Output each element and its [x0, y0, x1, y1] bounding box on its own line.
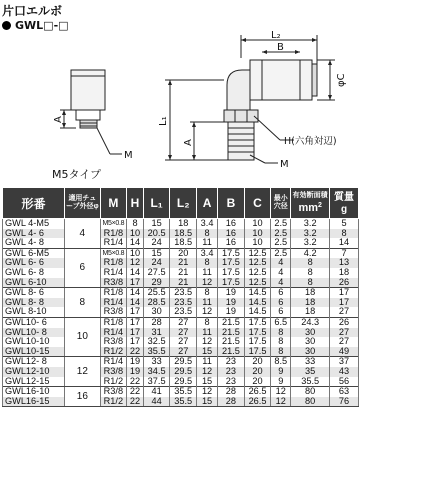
cell-mass: 26 — [330, 317, 359, 327]
cell-thread: M5×0.8 — [100, 248, 127, 258]
cell-model: GWL 4- 8 — [3, 238, 65, 248]
table-row — [3, 397, 359, 407]
cell-mass: 56 — [330, 377, 359, 387]
cell-thread: R1/4 — [100, 328, 127, 338]
cell-model: GWL10- 6 — [3, 317, 65, 327]
cell-h: 10 — [127, 229, 144, 239]
cell-b: 28 — [218, 397, 245, 407]
cell-effective-area: 30 — [291, 328, 330, 338]
table-row — [3, 347, 359, 357]
cell-thread: R1/2 — [100, 347, 127, 357]
cell-effective-area: 33 — [291, 357, 330, 367]
label-m-right: M — [280, 159, 289, 170]
cell-c: 17.5 — [244, 317, 271, 327]
cell-h: 22 — [127, 377, 144, 387]
cell-model: GWL16-15 — [3, 397, 65, 407]
cell-l2: 29.5 — [170, 367, 197, 377]
cell-h: 14 — [127, 238, 144, 248]
header-mass-label: 質量 — [334, 191, 355, 203]
cell-effective-area: 24.3 — [291, 317, 330, 327]
cell-l2: 27 — [170, 337, 197, 347]
cell-a: 12 — [197, 337, 218, 347]
cell-model: GWL 6- 6 — [3, 258, 65, 268]
cell-min-bore: 6.5 — [271, 317, 291, 327]
cell-thread: R3/8 — [100, 278, 127, 288]
cell-tube-od: 16 — [65, 387, 100, 407]
cell-mass: 5 — [330, 219, 359, 229]
cell-l1: 41 — [143, 387, 170, 397]
cell-b: 16 — [218, 219, 245, 229]
table-row — [3, 377, 359, 387]
cell-min-bore: 2.5 — [271, 219, 291, 229]
cell-l1: 24 — [143, 258, 170, 268]
cell-effective-area: 3.2 — [291, 238, 330, 248]
cell-h: 22 — [127, 397, 144, 407]
cell-mass: 14 — [330, 238, 359, 248]
cell-min-bore: 2.5 — [271, 229, 291, 239]
cell-min-bore: 6 — [271, 298, 291, 308]
header-area-unit-wrap — [291, 200, 329, 214]
cell-l1: 35.5 — [143, 347, 170, 357]
cell-mass: 17 — [330, 298, 359, 308]
cell-min-bore: 6 — [271, 307, 291, 317]
cell-min-bore: 9 — [271, 367, 291, 377]
header-l2: L₂ — [170, 188, 197, 219]
cell-min-bore: 12 — [271, 397, 291, 407]
cell-c: 20 — [244, 377, 271, 387]
cell-thread: R3/8 — [100, 307, 127, 317]
cell-h: 19 — [127, 357, 144, 367]
cell-min-bore: 2.5 — [271, 238, 291, 248]
label-b: B — [277, 42, 284, 53]
cell-l2: 23.5 — [170, 288, 197, 298]
cell-l1: 30 — [143, 307, 170, 317]
cell-l2: 18.5 — [170, 238, 197, 248]
cell-thread: R1/8 — [100, 229, 127, 239]
cell-a: 11 — [197, 357, 218, 367]
cell-effective-area: 3.2 — [291, 229, 330, 239]
cell-b: 21.5 — [218, 347, 245, 357]
cell-model: GWL10- 8 — [3, 328, 65, 338]
cell-thread: R3/8 — [100, 337, 127, 347]
header-model: 形番 — [3, 188, 65, 219]
cell-b: 17.5 — [218, 278, 245, 288]
header-mass — [330, 188, 359, 219]
cell-l1: 15 — [143, 248, 170, 258]
header-c: C — [244, 188, 271, 219]
cell-c: 20 — [244, 357, 271, 367]
cell-l2: 21 — [170, 258, 197, 268]
cell-mass: 26 — [330, 278, 359, 288]
cell-l1: 15 — [143, 219, 170, 229]
cell-effective-area: 3.2 — [291, 219, 330, 229]
cell-model: GWL10-15 — [3, 347, 65, 357]
cell-l1: 37.5 — [143, 377, 170, 387]
cell-h: 12 — [127, 258, 144, 268]
cell-b: 21.5 — [218, 337, 245, 347]
cell-min-bore: 4 — [271, 278, 291, 288]
cell-model: GWL 8- 6 — [3, 288, 65, 298]
m5-type-caption: M5タイプ — [52, 168, 101, 181]
header-area-label: 有効断面積 — [292, 192, 328, 199]
cell-mass: 76 — [330, 397, 359, 407]
cell-l1: 32.5 — [143, 337, 170, 347]
cell-model: GWL 4-M5 — [3, 219, 65, 229]
cell-l2: 23.5 — [170, 298, 197, 308]
cell-c: 20 — [244, 367, 271, 377]
label-l2: L₂ — [271, 30, 281, 41]
cell-c: 14.5 — [244, 298, 271, 308]
cell-l2: 35.5 — [170, 387, 197, 397]
cell-mass: 7 — [330, 248, 359, 258]
cell-model: GWL 8-10 — [3, 307, 65, 317]
cell-tube-od: 8 — [65, 288, 100, 318]
cell-thread: R1/4 — [100, 268, 127, 278]
label-h-hex: H(六角対辺) — [284, 136, 337, 147]
cell-l2: 27 — [170, 317, 197, 327]
cell-h: 14 — [127, 298, 144, 308]
cell-h: 22 — [127, 387, 144, 397]
cell-mass: 8 — [330, 229, 359, 239]
cell-model: GWL10-10 — [3, 337, 65, 347]
cell-l1: 29 — [143, 278, 170, 288]
bullet-icon — [2, 21, 11, 30]
cell-c: 17.5 — [244, 347, 271, 357]
cell-a: 15 — [197, 377, 218, 387]
cell-effective-area: 30 — [291, 347, 330, 357]
cell-l1: 31 — [143, 328, 170, 338]
label-l1: L₁ — [158, 116, 169, 126]
cell-min-bore: 2.5 — [271, 248, 291, 258]
table-row — [3, 278, 359, 288]
cell-b: 19 — [218, 307, 245, 317]
cell-effective-area: 35.5 — [291, 377, 330, 387]
cell-a: 11 — [197, 298, 218, 308]
cell-c: 12.5 — [244, 248, 271, 258]
cell-model: GWL 8- 8 — [3, 298, 65, 308]
header-mass-unit: g — [340, 203, 348, 215]
cell-model: GWL 6-M5 — [3, 248, 65, 258]
cell-c: 14.5 — [244, 307, 271, 317]
cell-thread: M5×0.8 — [100, 219, 127, 229]
cell-c: 12.5 — [244, 278, 271, 288]
cell-l1: 20.5 — [143, 229, 170, 239]
cell-b: 17.5 — [218, 258, 245, 268]
cell-a: 3.4 — [197, 219, 218, 229]
cell-effective-area: 8 — [291, 278, 330, 288]
cell-mass: 27 — [330, 307, 359, 317]
cell-effective-area: 18 — [291, 288, 330, 298]
header-l1: L₁ — [143, 188, 170, 219]
cell-a: 12 — [197, 367, 218, 377]
cell-h: 17 — [127, 307, 144, 317]
cell-b: 23 — [218, 377, 245, 387]
spec-table-body — [3, 219, 359, 407]
cell-a: 15 — [197, 347, 218, 357]
cell-c: 17.5 — [244, 328, 271, 338]
cell-c: 10 — [244, 238, 271, 248]
cell-h: 22 — [127, 347, 144, 357]
cell-b: 19 — [218, 288, 245, 298]
cell-thread: R1/8 — [100, 258, 127, 268]
cell-b: 16 — [218, 238, 245, 248]
cell-mass: 13 — [330, 258, 359, 268]
cell-a: 8 — [197, 288, 218, 298]
cell-min-bore: 8.5 — [271, 357, 291, 367]
cell-a: 8 — [197, 258, 218, 268]
cell-model: GWL 4- 6 — [3, 229, 65, 239]
cell-thread: R1/2 — [100, 397, 127, 407]
header-min-bore: 最小穴径 — [271, 188, 291, 219]
label-a-left: A — [53, 116, 64, 123]
cell-model: GWL12-15 — [3, 377, 65, 387]
cell-a: 11 — [197, 268, 218, 278]
cell-h: 17 — [127, 278, 144, 288]
cell-effective-area: 18 — [291, 307, 330, 317]
cell-h: 14 — [127, 288, 144, 298]
cell-a: 8 — [197, 317, 218, 327]
cell-l2: 27 — [170, 347, 197, 357]
cell-c: 26.5 — [244, 397, 271, 407]
cell-mass: 63 — [330, 387, 359, 397]
cell-effective-area: 80 — [291, 387, 330, 397]
cell-thread: R1/2 — [100, 377, 127, 387]
cell-l1: 28.5 — [143, 298, 170, 308]
cell-l1: 25.5 — [143, 288, 170, 298]
page-title: 片口エルボ — [2, 4, 63, 18]
spec-table — [2, 187, 359, 407]
cell-a: 12 — [197, 307, 218, 317]
cell-thread: R1/4 — [100, 357, 127, 367]
cell-l1: 28 — [143, 317, 170, 327]
cell-a: 8 — [197, 229, 218, 239]
cell-c: 14.5 — [244, 288, 271, 298]
label-a-right: A — [183, 139, 194, 146]
cell-min-bore: 12 — [271, 387, 291, 397]
cell-h: 17 — [127, 337, 144, 347]
cell-c: 26.5 — [244, 387, 271, 397]
cell-effective-area: 8 — [291, 258, 330, 268]
dimension-drawing — [0, 30, 431, 186]
cell-mass: 18 — [330, 268, 359, 278]
model-series-code: GWL□-□ — [15, 19, 69, 32]
cell-thread: R3/8 — [100, 367, 127, 377]
cell-model: GWL12- 8 — [3, 357, 65, 367]
cell-thread: R3/8 — [100, 387, 127, 397]
cell-h: 14 — [127, 268, 144, 278]
cell-l2: 21 — [170, 278, 197, 288]
cell-tube-od: 10 — [65, 317, 100, 356]
cell-mass: 37 — [330, 357, 359, 367]
cell-b: 28 — [218, 387, 245, 397]
cell-effective-area: 18 — [291, 298, 330, 308]
cell-h: 17 — [127, 317, 144, 327]
table-row — [3, 307, 359, 317]
cell-l2: 23.5 — [170, 307, 197, 317]
cell-effective-area: 8 — [291, 268, 330, 278]
cell-tube-od: 12 — [65, 357, 100, 387]
cell-thread: R1/8 — [100, 317, 127, 327]
cell-h: 8 — [127, 219, 144, 229]
cell-effective-area: 35 — [291, 367, 330, 377]
cell-model: GWL 6- 8 — [3, 268, 65, 278]
cell-min-bore: 4 — [271, 268, 291, 278]
cell-l1: 24 — [143, 238, 170, 248]
cell-h: 17 — [127, 328, 144, 338]
cell-l2: 35.5 — [170, 397, 197, 407]
cell-c: 12.5 — [244, 268, 271, 278]
cell-b: 21.5 — [218, 317, 245, 327]
cell-model: GWL16-10 — [3, 387, 65, 397]
cell-tube-od: 6 — [65, 248, 100, 287]
cell-b: 17.5 — [218, 248, 245, 258]
cell-c: 10 — [244, 219, 271, 229]
cell-min-bore: 9 — [271, 377, 291, 387]
cell-min-bore: 8 — [271, 347, 291, 357]
cell-a: 12 — [197, 387, 218, 397]
header-effective-area — [291, 188, 330, 219]
cell-c: 12.5 — [244, 258, 271, 268]
cell-l2: 27 — [170, 328, 197, 338]
cell-b: 23 — [218, 357, 245, 367]
cell-mass: 17 — [330, 288, 359, 298]
cell-l1: 27.5 — [143, 268, 170, 278]
cell-model: GWL12-10 — [3, 367, 65, 377]
cell-a: 11 — [197, 238, 218, 248]
cell-b: 21.5 — [218, 328, 245, 338]
cell-c: 10 — [244, 229, 271, 239]
label-phi-c: φC — [336, 73, 347, 87]
cell-mass: 27 — [330, 337, 359, 347]
cell-effective-area: 30 — [291, 337, 330, 347]
cell-min-bore: 8 — [271, 337, 291, 347]
cell-l2: 29.5 — [170, 377, 197, 387]
header-b: B — [218, 188, 245, 219]
header-area-unit: mm — [298, 202, 318, 214]
header-m: M — [100, 188, 127, 219]
cell-b: 19 — [218, 298, 245, 308]
cell-a: 15 — [197, 397, 218, 407]
cell-b: 16 — [218, 229, 245, 239]
cell-l2: 20 — [170, 248, 197, 258]
cell-thread: R1/4 — [100, 238, 127, 248]
cell-a: 12 — [197, 278, 218, 288]
cell-min-bore: 8 — [271, 328, 291, 338]
cell-l1: 34.5 — [143, 367, 170, 377]
m5-type-fitting — [60, 70, 122, 154]
cell-l1: 44 — [143, 397, 170, 407]
cell-thread: R1/8 — [100, 288, 127, 298]
header-tube: 適用チューブ外径φ — [65, 188, 100, 219]
cell-l2: 21 — [170, 268, 197, 278]
cell-l2: 18 — [170, 219, 197, 229]
cell-mass: 27 — [330, 328, 359, 338]
cell-h: 19 — [127, 367, 144, 377]
cell-effective-area: 80 — [291, 397, 330, 407]
cell-a: 3.4 — [197, 248, 218, 258]
cell-min-bore: 6 — [271, 288, 291, 298]
cell-mass: 43 — [330, 367, 359, 377]
cell-effective-area: 4.2 — [291, 248, 330, 258]
cell-l2: 18.5 — [170, 229, 197, 239]
header-area-exp: 2 — [318, 202, 322, 209]
cell-model: GWL 6-10 — [3, 278, 65, 288]
cell-min-bore: 4 — [271, 258, 291, 268]
table-row — [3, 238, 359, 248]
cell-b: 23 — [218, 367, 245, 377]
cell-c: 17.5 — [244, 337, 271, 347]
cell-mass: 49 — [330, 347, 359, 357]
cell-thread: R1/4 — [100, 298, 127, 308]
cell-b: 17.5 — [218, 268, 245, 278]
cell-l2: 29.5 — [170, 357, 197, 367]
cell-a: 11 — [197, 328, 218, 338]
header-h: H — [127, 188, 144, 219]
header-a: A — [197, 188, 218, 219]
cell-tube-od: 4 — [65, 219, 100, 249]
label-m-left: M — [124, 150, 133, 161]
cell-l1: 33 — [143, 357, 170, 367]
cell-h: 10 — [127, 248, 144, 258]
